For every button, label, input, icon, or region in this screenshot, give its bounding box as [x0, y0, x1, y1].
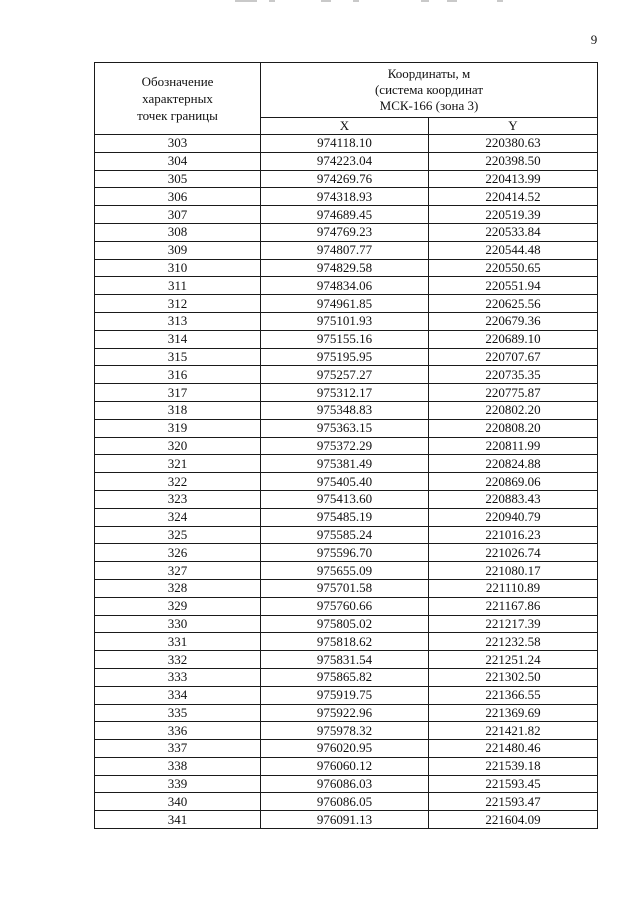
table-row — [95, 597, 598, 615]
header-coordinates — [261, 63, 598, 118]
table-row — [95, 206, 598, 224]
cell-point: 338 — [95, 757, 261, 775]
table-row — [95, 366, 598, 384]
cell-x: 975922.96 — [261, 704, 429, 722]
cell-y: 220707.67 — [429, 348, 598, 366]
cell-x: 975865.82 — [261, 668, 429, 686]
cell-point: 310 — [95, 259, 261, 277]
table-row — [95, 473, 598, 491]
cell-x: 975155.16 — [261, 330, 429, 348]
table-row — [95, 775, 598, 793]
cell-y: 221251.24 — [429, 651, 598, 669]
cell-point: 334 — [95, 686, 261, 704]
table-row — [95, 579, 598, 597]
cell-point: 323 — [95, 490, 261, 508]
cell-y: 220544.48 — [429, 241, 598, 259]
header-x: X — [261, 117, 429, 135]
table-row — [95, 401, 598, 419]
cell-y: 220519.39 — [429, 206, 598, 224]
header-point-designation — [95, 63, 261, 135]
cell-point: 324 — [95, 508, 261, 526]
cell-x: 975831.54 — [261, 651, 429, 669]
cell-x: 975701.58 — [261, 579, 429, 597]
table-row — [95, 437, 598, 455]
cell-x: 974829.58 — [261, 259, 429, 277]
cell-x: 974269.76 — [261, 170, 429, 188]
table-row — [95, 330, 598, 348]
table-row — [95, 722, 598, 740]
cell-point: 317 — [95, 384, 261, 402]
cell-point: 330 — [95, 615, 261, 633]
cell-y: 221421.82 — [429, 722, 598, 740]
cell-y: 221369.69 — [429, 704, 598, 722]
cell-y: 221232.58 — [429, 633, 598, 651]
cell-y: 220380.63 — [429, 135, 598, 153]
table-row — [95, 277, 598, 295]
cell-point: 337 — [95, 740, 261, 758]
cell-point: 307 — [95, 206, 261, 224]
table-row — [95, 562, 598, 580]
cell-y: 220533.84 — [429, 223, 598, 241]
cell-y: 220679.36 — [429, 312, 598, 330]
table-row — [95, 526, 598, 544]
cell-y: 220550.65 — [429, 259, 598, 277]
cell-y: 221366.55 — [429, 686, 598, 704]
table-row — [95, 686, 598, 704]
cell-point: 316 — [95, 366, 261, 384]
cell-x: 974689.45 — [261, 206, 429, 224]
table-row — [95, 668, 598, 686]
cell-y: 221593.47 — [429, 793, 598, 811]
cell-point: 327 — [95, 562, 261, 580]
table-row — [95, 544, 598, 562]
cell-y: 220775.87 — [429, 384, 598, 402]
table-row — [95, 704, 598, 722]
table-row — [95, 312, 598, 330]
cell-y: 220689.10 — [429, 330, 598, 348]
cell-y: 220802.20 — [429, 401, 598, 419]
table-row — [95, 241, 598, 259]
cell-point: 309 — [95, 241, 261, 259]
cell-y: 220869.06 — [429, 473, 598, 491]
cell-x: 975363.15 — [261, 419, 429, 437]
header-coords-line: (система координат — [374, 81, 484, 97]
table-row — [95, 259, 598, 277]
cell-x: 975405.40 — [261, 473, 429, 491]
table-row — [95, 490, 598, 508]
table-row — [95, 170, 598, 188]
cell-x: 975485.19 — [261, 508, 429, 526]
cell-y: 221604.09 — [429, 811, 598, 829]
cell-point: 339 — [95, 775, 261, 793]
table-row — [95, 348, 598, 366]
cell-x: 974318.93 — [261, 188, 429, 206]
cell-point: 321 — [95, 455, 261, 473]
cell-point: 329 — [95, 597, 261, 615]
table-row — [95, 651, 598, 669]
cell-point: 335 — [95, 704, 261, 722]
cell-y: 221217.39 — [429, 615, 598, 633]
cell-x: 975413.60 — [261, 490, 429, 508]
table-row — [95, 295, 598, 313]
cell-point: 311 — [95, 277, 261, 295]
cell-y: 221539.18 — [429, 757, 598, 775]
cell-y: 220808.20 — [429, 419, 598, 437]
table-row — [95, 223, 598, 241]
cell-x: 975760.66 — [261, 597, 429, 615]
cell-x: 974118.10 — [261, 135, 429, 153]
cell-point: 336 — [95, 722, 261, 740]
cell-y: 220940.79 — [429, 508, 598, 526]
table-row — [95, 740, 598, 758]
cell-point: 303 — [95, 135, 261, 153]
cell-x: 976020.95 — [261, 740, 429, 758]
cell-point: 340 — [95, 793, 261, 811]
cell-y: 221026.74 — [429, 544, 598, 562]
cell-x: 974769.23 — [261, 223, 429, 241]
cell-point: 306 — [95, 188, 261, 206]
header-point-line: точек границы — [137, 108, 218, 123]
cell-x: 975101.93 — [261, 312, 429, 330]
table-row — [95, 615, 598, 633]
cell-y: 221110.89 — [429, 579, 598, 597]
cell-point: 328 — [95, 579, 261, 597]
cell-point: 326 — [95, 544, 261, 562]
cell-y: 220398.50 — [429, 152, 598, 170]
cell-x: 976091.13 — [261, 811, 429, 829]
cell-x: 976086.03 — [261, 775, 429, 793]
cell-y: 221593.45 — [429, 775, 598, 793]
cell-x: 974223.04 — [261, 152, 429, 170]
table-row — [95, 419, 598, 437]
header-point-line: характерных — [142, 91, 213, 106]
cell-y: 221302.50 — [429, 668, 598, 686]
cell-x: 975596.70 — [261, 544, 429, 562]
table-row — [95, 508, 598, 526]
cell-x: 975919.75 — [261, 686, 429, 704]
cell-y: 221480.46 — [429, 740, 598, 758]
header-y: Y — [429, 117, 598, 135]
cell-point: 333 — [95, 668, 261, 686]
cell-point: 305 — [95, 170, 261, 188]
cell-x: 975372.29 — [261, 437, 429, 455]
cell-point: 341 — [95, 811, 261, 829]
cell-point: 319 — [95, 419, 261, 437]
scan-artifact-marks — [235, 0, 535, 3]
cell-point: 304 — [95, 152, 261, 170]
cell-x: 975805.02 — [261, 615, 429, 633]
cell-point: 308 — [95, 223, 261, 241]
cell-y: 220811.99 — [429, 437, 598, 455]
cell-point: 313 — [95, 312, 261, 330]
table-row — [95, 152, 598, 170]
cell-y: 220735.35 — [429, 366, 598, 384]
cell-point: 315 — [95, 348, 261, 366]
page-number: 9 — [590, 32, 598, 47]
table-row — [95, 384, 598, 402]
cell-point: 320 — [95, 437, 261, 455]
coordinates-table — [94, 62, 598, 829]
cell-y: 221016.23 — [429, 526, 598, 544]
cell-point: 325 — [95, 526, 261, 544]
table-row — [95, 633, 598, 651]
cell-x: 974834.06 — [261, 277, 429, 295]
cell-x: 975585.24 — [261, 526, 429, 544]
cell-x: 975257.27 — [261, 366, 429, 384]
cell-point: 331 — [95, 633, 261, 651]
table-row — [95, 455, 598, 473]
table-body — [95, 135, 598, 829]
cell-y: 220625.56 — [429, 295, 598, 313]
cell-x: 975381.49 — [261, 455, 429, 473]
cell-x: 974961.85 — [261, 295, 429, 313]
header-point-line: Обозначение — [141, 74, 214, 89]
table-row — [95, 793, 598, 811]
table-row — [95, 135, 598, 153]
header-coords-line: Координаты, м — [387, 65, 471, 81]
cell-x: 975655.09 — [261, 562, 429, 580]
table-row — [95, 757, 598, 775]
cell-y: 220824.88 — [429, 455, 598, 473]
cell-x: 974807.77 — [261, 241, 429, 259]
cell-point: 312 — [95, 295, 261, 313]
cell-x: 975978.32 — [261, 722, 429, 740]
cell-x: 975818.62 — [261, 633, 429, 651]
cell-x: 975312.17 — [261, 384, 429, 402]
cell-y: 221167.86 — [429, 597, 598, 615]
cell-x: 976060.12 — [261, 757, 429, 775]
cell-y: 220551.94 — [429, 277, 598, 295]
cell-x: 976086.05 — [261, 793, 429, 811]
cell-point: 322 — [95, 473, 261, 491]
cell-x: 975348.83 — [261, 401, 429, 419]
cell-point: 318 — [95, 401, 261, 419]
cell-y: 221080.17 — [429, 562, 598, 580]
cell-point: 314 — [95, 330, 261, 348]
header-coords-line: МСК-166 (зона 3) — [379, 97, 479, 113]
cell-point: 332 — [95, 651, 261, 669]
cell-y: 220414.52 — [429, 188, 598, 206]
table-row — [95, 811, 598, 829]
cell-y: 220413.99 — [429, 170, 598, 188]
table-row — [95, 188, 598, 206]
cell-y: 220883.43 — [429, 490, 598, 508]
cell-x: 975195.95 — [261, 348, 429, 366]
